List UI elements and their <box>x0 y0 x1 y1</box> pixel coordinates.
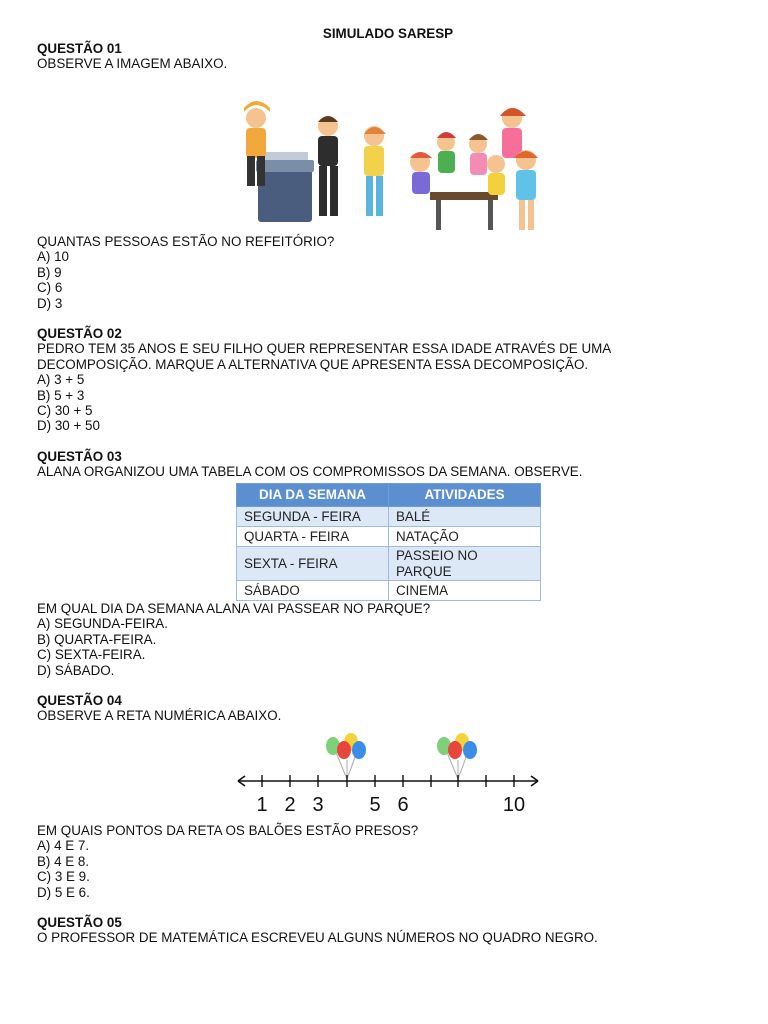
question-4-intro: OBSERVE A RETA NUMÉRICA ABAIXO. <box>37 708 282 724</box>
question-3-heading: QUESTÃO 03 <box>37 449 122 464</box>
question-4-option-a[interactable]: A) 4 E 7. <box>37 838 90 854</box>
number-line-label: 10 <box>502 794 526 816</box>
table-cell-day: QUARTA - FEIRA <box>237 527 389 547</box>
question-2-text-line-1: PEDRO TEM 35 ANOS E SEU FILHO QUER REPRESENTAR ESSA IDADE ATRAVÉS DE UMA <box>37 341 612 357</box>
question-3-text: EM QUAL DIA DA SEMANA ALANA VAI PASSEAR NO PARQUE? <box>37 601 431 616</box>
question-1-text: QUANTAS PESSOAS ESTÃO NO REFEITÓRIO? <box>37 234 335 249</box>
number-line-label: 2 <box>284 794 296 816</box>
document-title: SIMULADO SARESP <box>322 26 454 41</box>
table-row <box>237 507 541 527</box>
table-header-activity: ATIVIDADES <box>389 484 541 507</box>
question-4-text: EM QUAIS PONTOS DA RETA OS BALÕES ESTÃO PRESOS? <box>37 823 419 838</box>
question-5-heading: QUESTÃO 05 <box>37 915 122 930</box>
balloon-group-right <box>437 733 477 779</box>
table-row <box>237 581 541 601</box>
question-5 <box>37 915 737 946</box>
table-header-day: DIA DA SEMANA <box>237 484 389 507</box>
table-cell-activity: PASSEIO NO PARQUE <box>389 547 541 581</box>
question-3-intro: ALANA ORGANIZOU UMA TABELA COM OS COMPROMISSOS DA SEMANA. OBSERVE. <box>37 464 583 480</box>
table-cell-day: SEXTA - FEIRA <box>237 547 389 581</box>
question-2-text-line-2: DECOMPOSIÇÃO. MARQUE A ALTERNATIVA QUE APRESENTA ESSA DECOMPOSIÇÃO. <box>37 356 589 372</box>
question-3-option-a[interactable]: A) SEGUNDA-FEIRA. <box>37 616 168 632</box>
table-cell-day: SEGUNDA - FEIRA <box>237 507 389 527</box>
table-cell-activity: BALÉ <box>389 507 541 527</box>
question-1-option-b[interactable]: B) 9 <box>37 264 62 280</box>
question-2-option-a[interactable]: A) 3 + 5 <box>37 372 85 388</box>
table-header-row <box>237 484 541 507</box>
question-2 <box>37 326 737 434</box>
question-4-option-b[interactable]: B) 4 E 8. <box>37 853 90 869</box>
question-1-option-c[interactable]: C) 6 <box>37 280 63 296</box>
question-3-option-b[interactable]: B) QUARTA-FEIRA. <box>37 631 157 647</box>
question-3-body <box>37 601 737 678</box>
question-1-intro: OBSERVE A IMAGEM ABAIXO. <box>37 56 228 72</box>
question-4 <box>37 693 737 724</box>
question-2-option-b[interactable]: B) 5 + 3 <box>37 387 85 403</box>
question-2-option-d[interactable]: D) 30 + 50 <box>37 418 100 434</box>
number-line-label: 5 <box>369 794 381 816</box>
question-4-option-c[interactable]: C) 3 E 9. <box>37 869 90 885</box>
number-line-label: 1 <box>256 794 268 816</box>
number-line-illustration <box>232 730 544 820</box>
table-cell-activity: NATAÇÃO <box>389 527 541 547</box>
question-1 <box>37 41 737 72</box>
cafeteria-illustration <box>234 100 546 236</box>
question-4-option-d[interactable]: D) 5 E 6. <box>37 884 90 900</box>
question-3 <box>37 449 737 480</box>
table-cell-activity: CINEMA <box>389 581 541 601</box>
number-line-label: 3 <box>312 794 324 816</box>
question-1-option-d[interactable]: D) 3 <box>37 295 63 311</box>
weekly-schedule-table <box>236 483 541 601</box>
question-4-body <box>37 823 737 900</box>
question-2-option-c[interactable]: C) 30 + 5 <box>37 403 93 419</box>
question-2-heading: QUESTÃO 02 <box>37 326 122 341</box>
question-4-heading: QUESTÃO 04 <box>37 693 122 708</box>
question-1-body <box>37 234 737 311</box>
number-line-label: 6 <box>397 794 409 816</box>
question-3-option-d[interactable]: D) SÁBADO. <box>37 662 115 678</box>
question-1-heading: QUESTÃO 01 <box>37 41 122 56</box>
table-row <box>237 527 541 547</box>
table-cell-day: SÁBADO <box>237 581 389 601</box>
table-row <box>237 547 541 581</box>
balloon-group-left <box>326 733 366 779</box>
question-1-option-a[interactable]: A) 10 <box>37 249 70 265</box>
question-3-option-c[interactable]: C) SEXTA-FEIRA. <box>37 647 146 663</box>
question-5-intro: O PROFESSOR DE MATEMÁTICA ESCREVEU ALGUNS NÚMEROS NO QUADRO NEGRO. <box>37 930 598 946</box>
